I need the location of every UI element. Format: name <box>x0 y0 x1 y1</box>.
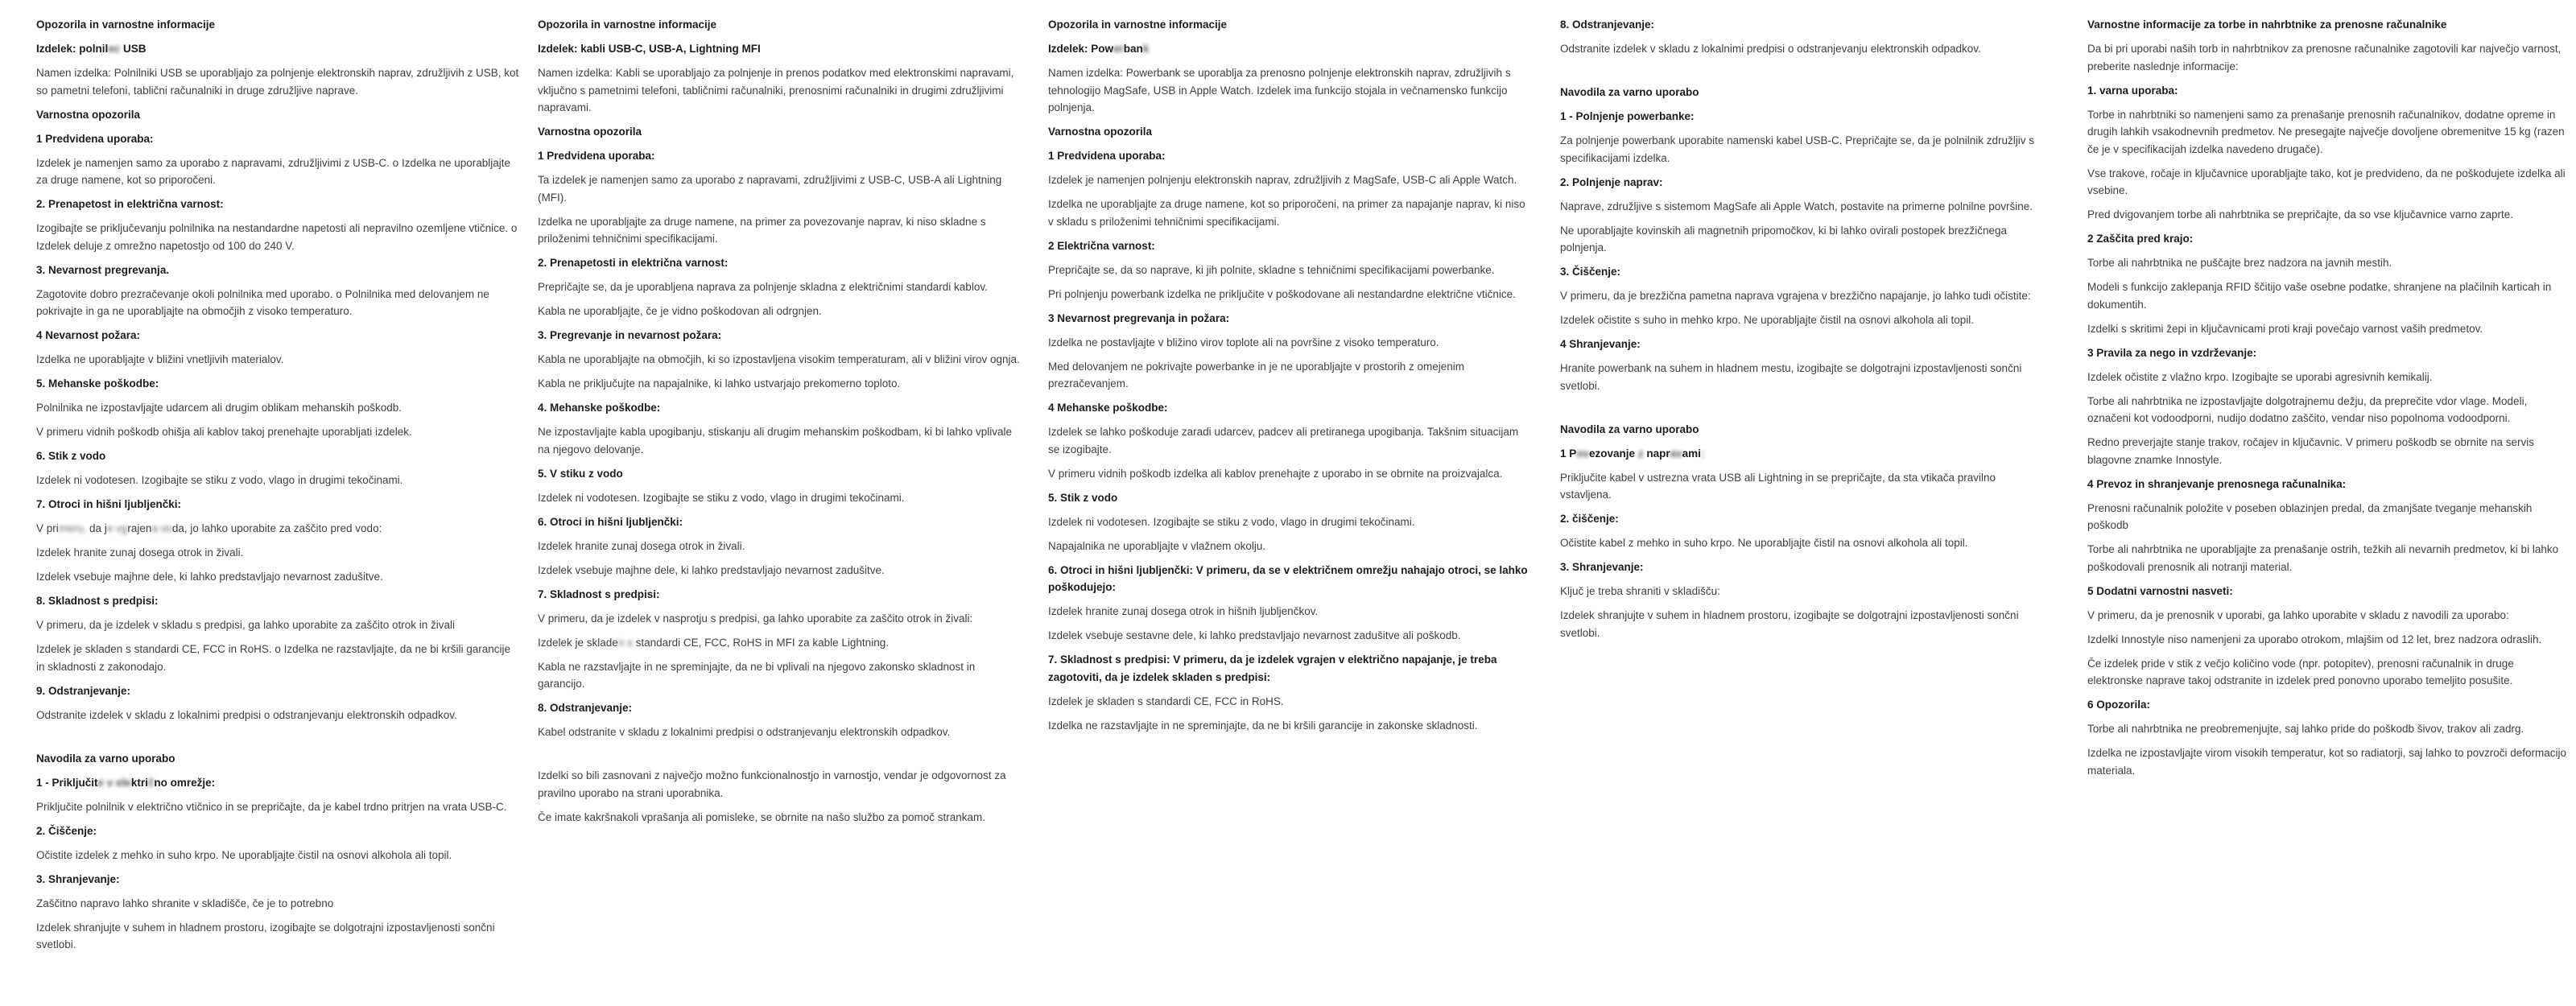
paragraph <box>1048 693 1531 711</box>
paragraph <box>2087 500 2570 534</box>
text-run: Ta izdelek je namenjen samo za uporabo z napravami, združljivimi z USB-C, USB-A ali Lightning (MFI). <box>538 174 1002 204</box>
paragraph <box>2087 631 2570 649</box>
text-run: Če imate kakršnakoli vprašanja ali pomisleke, se obrnite na našo službo za pomoč strankam. <box>538 810 986 823</box>
paragraph <box>2087 320 2570 338</box>
section-heading <box>2087 82 2570 100</box>
text-run: 3. Čiščenje: <box>1560 266 1621 278</box>
paragraph <box>1048 64 1531 117</box>
text-run: 1 Predvidena uporaba: <box>538 150 655 162</box>
text-run: 6. Otroci in hišni ljubljenčki: V primeru, da se v električnem omrežju nahajajo otroci, se lahko poškodujejo: <box>1048 563 1528 593</box>
paragraph <box>538 303 1021 320</box>
paragraph <box>538 213 1021 248</box>
smudged-text: ec <box>108 43 121 55</box>
paragraph <box>36 641 519 675</box>
text-run: Navodila za varno uporabo <box>1560 86 1699 98</box>
text-run: Izdelek očistite z vlažno krpo. Izogibajte se uporabi agresivnih kemikalij. <box>2087 370 2433 383</box>
paragraph <box>1048 603 1531 621</box>
section-heading <box>36 592 519 610</box>
text-run: 1 - Polnjenje powerbanke: <box>1560 110 1695 122</box>
paragraph <box>538 634 1021 652</box>
text-run: Izdelka ne izpostavljajte virom visokih temperatur, kot so radiatorji, saj lahko to povzroči deformacijo materiala. <box>2087 747 2567 777</box>
text-run: Vse trakove, ročaje in ključavnice uporabljajte tako, kot je predvideno, da ne poškodujete izdelka ali vsebine. <box>2087 167 2566 196</box>
section-heading <box>36 447 519 465</box>
text-run: Ključ je treba shraniti v skladišču: <box>1560 585 1720 597</box>
text-run: Izdelek je namenjen samo za uporabo z napravami, združljivimi z USB-C. o Izdelka ne uporabljajte za druge namene, kot so priporočeni. <box>36 156 511 186</box>
paragraph <box>1048 262 1531 279</box>
paragraph <box>36 919 519 954</box>
text-run: Izdelek: polnil <box>36 43 109 55</box>
text-run: Če izdelek pride v stik z večjo količino vode (npr. potopitev), prenosni računalnik in druge elektronske naprave takoj odstranite in izdelek pred ponovno uporabo temeljito posušite. <box>2087 657 2514 686</box>
text-run: 4 Mehanske poškodbe: <box>1048 402 1168 414</box>
text-run: Izdelek vsebuje majhne dele, ki lahko predstavljajo nevarnost zadušitve. <box>538 563 885 576</box>
paragraph <box>36 568 519 586</box>
text-run: Varnostna opozorila <box>36 108 141 121</box>
text-run: Pred dvigovanjem torbe ali nahrbtnika se prepričajte, da so vse ključavnice varno zaprte. <box>2087 208 2514 221</box>
paragraph <box>1560 583 2043 600</box>
section-heading <box>36 750 519 768</box>
text-run: 2. čiščenje: <box>1560 513 1619 525</box>
text-run: Izdelka ne uporabljajte v bližini vnetljivih materialov. <box>36 353 284 365</box>
paragraph <box>1048 538 1531 555</box>
text-run: Izdelek očistite s suho in mehko krpo. Ne uporabljajte čistil na osnovi alkohola ali topil. <box>1560 314 1975 326</box>
section-heading <box>538 40 1021 58</box>
paragraph <box>1560 222 2043 257</box>
text-run: Zagotovite dobro prezračevanje okoli polnilnika med uporabo. o Polnilnika med delovanjem ne pokrivajte in ga ne uporabljajte na območjih z visoko temperaturo. <box>36 287 489 317</box>
text-run: 5. Mehanske poškodbe: <box>36 377 159 390</box>
text-run: Za polnjenje powerbank uporabite namenski kabel USB-C. Prepričajte se, da je polnilnik združljiv s specifikacijami izdelka. <box>1560 134 2035 164</box>
text-run: 5. V stiku z vodo <box>538 467 623 480</box>
paragraph <box>538 767 1021 802</box>
text-run: Izdelek: Pow <box>1048 43 1114 55</box>
paragraph <box>1048 334 1531 352</box>
paragraph <box>538 724 1021 741</box>
text-run: 1. varna uporaba: <box>2087 84 2178 97</box>
text-run: Torbe in nahrbtniki so namenjeni samo za prenašanje prenosnih računalnikov, dodatne opreme in drugih lahkih vsakodnevnih predmetov. Ne presegajte največje dovoljene obremenitve 15 kg (razen če je v specifikacijah izdelka navedeno drugače). <box>2087 108 2565 155</box>
text-run: Izdelka ne postavljajte v bližino virov toplote ali na površine z visoko temperaturo. <box>1048 336 1439 348</box>
text-run: ktri <box>130 776 148 789</box>
column-laptop-bags <box>2087 16 2570 786</box>
text-run: Varnostna opozorila <box>1048 126 1153 138</box>
text-run: 1 Predvidena uporaba: <box>1048 150 1166 162</box>
text-run: Kabla ne uporabljajte, če je vidno poškodovan ali odrgnjen. <box>538 305 822 317</box>
text-run: Priključite polnilnik v električno vtičnico in se prepričajte, da je kabel trdno pritrjen na vrata USB-C. <box>36 800 507 813</box>
paragraph <box>1560 534 2043 552</box>
column-usb-cables <box>538 16 1021 833</box>
text-run: Izdelki so bili zasnovani z največjo možno funkcionalnostjo in varnostjo, vendar je odgovornost za pravilno uporabo na strani uporabnika. <box>538 769 1006 799</box>
text-run: 3. Shranjevanje: <box>36 872 120 885</box>
section-heading <box>1048 651 1531 686</box>
text-run: Izdelek hranite zunaj dosega otrok in hišnih ljubljenčkov. <box>1048 605 1319 617</box>
paragraph <box>2087 720 2570 738</box>
section-heading <box>1048 237 1531 255</box>
text-run: 2 Električna varnost: <box>1048 239 1155 252</box>
text-run: Izdelek ni vodotesen. Izogibajte se stiku z vodo, vlago in drugimi tekočinami. <box>538 491 905 504</box>
text-run: Med delovanjem ne pokrivajte powerbanke in je ne uporabljajte v prostorih z omejenim prezračevanjem. <box>1048 360 1465 390</box>
section-heading <box>538 327 1021 344</box>
section-heading <box>36 106 519 124</box>
text-run: Namen izdelka: Powerbank se uporablja za prenosno polnjenje elektronskih naprav, združljivih s tehnologijo MagSafe, USB in Apple Watch. Izdelek ima funkcijo stojala in večnamensko funkcijo polnjenja. <box>1048 67 1511 113</box>
text-run: Torbe ali nahrbtnika ne uporabljajte za prenašanje ostrih, težkih ali nevarnih predmetov, ki bi lahko poškodovali prenosnik ali notranji material. <box>2087 543 2559 573</box>
text-run: Napajalnika ne uporabljajte v vlažnem okolju. <box>1048 539 1266 552</box>
text-run: Hranite powerbank na suhem in hladnem mestu, izogibajte se dolgotrajni izpostavljenosti sončni svetlobi. <box>1560 362 2022 392</box>
paragraph <box>2087 744 2570 779</box>
section-heading <box>36 375 519 393</box>
text-run: 4 Prevoz in shranjevanje prenosnega računalnika: <box>2087 477 2347 490</box>
paragraph <box>36 895 519 913</box>
paragraph <box>1560 40 2043 58</box>
paragraph <box>538 375 1021 393</box>
section-heading <box>1048 40 1531 58</box>
text-run: Naprave, združljive s sistemom MagSafe ali Apple Watch, postavite na primerne polnilne površine. <box>1560 200 2033 212</box>
smudged-text: ov <box>1576 447 1590 460</box>
section-heading <box>1560 108 2043 126</box>
section-heading <box>1560 421 2043 439</box>
text-run: 8. Odstranjevanje: <box>1560 19 1655 31</box>
paragraph <box>538 562 1021 579</box>
section-heading <box>538 147 1021 165</box>
paragraph <box>36 520 519 538</box>
text-run: 8. Skladnost s predpisi: <box>36 595 159 607</box>
text-run: Izdelek shranjujte v suhem in hladnem prostoru, izogibajte se dolgotrajni izpostavljenosti sončni svetlobi. <box>36 921 495 950</box>
paragraph <box>1048 171 1531 189</box>
smudged-text: a vo <box>151 522 172 534</box>
paragraph <box>538 610 1021 628</box>
paragraph <box>2087 607 2570 625</box>
paragraph <box>538 489 1021 507</box>
paragraph <box>2087 40 2570 75</box>
section-heading <box>1560 336 2043 353</box>
text-run: Prenosni računalnik položite v poseben oblazinjen predal, da zmanjšate tveganje mehanskih poškodb <box>2087 501 2533 531</box>
paragraph <box>538 64 1021 117</box>
paragraph <box>1048 627 1531 645</box>
paragraph <box>1560 198 2043 216</box>
text-run: Zaščitno napravo lahko shranite v skladišče, če je to potrebno <box>36 897 334 909</box>
smudged-text: er <box>1113 43 1124 55</box>
paragraph <box>2087 254 2570 272</box>
text-run: Kabla ne priključujte na napajalnike, ki lahko ustvarjajo prekomerno toploto. <box>538 377 901 390</box>
paragraph <box>538 423 1021 458</box>
text-run: rajen <box>127 522 152 534</box>
paragraph-gap <box>1560 402 2043 421</box>
paragraph <box>538 171 1021 206</box>
text-run: Prepričajte se, da je uporabljena naprava za polnjenje skladna z električnimi standardi kablov. <box>538 281 988 293</box>
text-run: Kabla ne uporabljajte na območjih, ki so izpostavljena visokim temperaturam, ali v bližini virov ognja. <box>538 353 1020 365</box>
text-run: 1 - Priključit <box>36 776 98 789</box>
paragraph <box>2087 106 2570 159</box>
text-run: Prepričajte se, da so naprave, ki jih polnite, skladne s tehničnimi specifikacijami powerbanke. <box>1048 263 1495 276</box>
text-run: ami <box>1682 447 1701 460</box>
text-run: Izdelka ne uporabljajte za druge namene, na primer za povezovanje naprav, ki niso skladne s priloženimi tehničnimi specifikacijami. <box>538 215 986 245</box>
paragraph <box>36 798 519 816</box>
paragraph <box>1560 607 2043 641</box>
section-heading <box>36 871 519 888</box>
text-run: Izdelki Innostyle niso namenjeni za uporabo otrokom, mlajšim od 12 let, brez nadzora odraslih. <box>2087 633 2542 645</box>
section-heading <box>1048 489 1531 507</box>
smudged-text: e vg <box>106 522 128 534</box>
text-run: Izdelek je namenjen polnjenju elektronskih naprav, združljivih z MagSafe, USB-C ali Apple Watch. <box>1048 174 1517 186</box>
paragraph <box>1560 360 2043 394</box>
text-run: Polnilnika ne izpostavljajte udarcem ali drugim oblikam mehanskih poškodb. <box>36 402 402 414</box>
text-run: 2. Čiščenje: <box>36 824 97 837</box>
text-run: Torbe ali nahrbtnika ne puščajte brez nadzora na javnih mestih. <box>2087 257 2392 269</box>
text-run: Navodila za varno uporabo <box>1560 423 1699 435</box>
text-run: Izogibajte se priključevanju polnilnika na nestandardne napetosti ali nepravilno ozemljene vtičnice. o Izdelek deluje z omrežno napetostjo od 100 do 240 V. <box>36 222 518 252</box>
paragraph <box>36 286 519 320</box>
text-run: Odstranite izdelek v skladu z lokalnimi predpisi o odstranjevanju elektronskih odpadkov. <box>36 708 457 721</box>
text-run: Izdelki s skritimi žepi in ključavnicami proti kraji povečajo varnost vaših predmetov. <box>2087 322 2483 335</box>
column-powerbank-care <box>1560 16 2043 649</box>
text-run: no omrežje: <box>154 776 216 789</box>
text-run: Očistite kabel z mehko in suho krpo. Ne uporabljajte čistil na osnovi alkohola ali topil. <box>1560 537 1968 549</box>
text-run: Torbe ali nahrbtnika ne preobremenjujte, saj lahko pride do poškodb šivov, trakov ali zadrg. <box>2087 723 2524 735</box>
text-run: Izdelek ni vodotesen. Izogibajte se stiku z vodo, vlago in drugimi tekočinami. <box>36 474 403 486</box>
text-run: Očistite izdelek z mehko in suho krpo. Ne uporabljajte čistil na osnovi alkohola ali topil. <box>36 848 452 861</box>
paragraph <box>36 220 519 254</box>
text-run: Izdelek hranite zunaj dosega otrok in živali. <box>538 539 745 552</box>
text-run: Modeli s funkcijo zaklepanja RFID ščitijo vaše osebne podatke, shranjene na plačilnih karticah in dokumentih. <box>2087 281 2552 311</box>
text-run: 6. Otroci in hišni ljubljenčki: <box>538 515 683 528</box>
paragraph <box>1560 132 2043 167</box>
paragraph <box>1560 287 2043 305</box>
section-heading <box>2087 230 2570 248</box>
text-run: 2. Prenapetost in električna varnost: <box>36 198 224 210</box>
paragraph <box>2087 206 2570 224</box>
section-heading <box>1048 562 1531 596</box>
section-heading <box>538 399 1021 417</box>
text-run: 1 Predvidena uporaba: <box>36 132 154 145</box>
smudged-text: n s <box>617 636 633 649</box>
section-heading <box>1048 147 1531 165</box>
text-run: V pri <box>36 522 59 534</box>
paragraph <box>2087 278 2570 313</box>
text-run: Pri polnjenju powerbank izdelka ne priključite v poškodovane ali nestandardne električne vtičnice. <box>1048 287 1516 300</box>
text-run: Izdelek je skladen s standardi CE, FCC in RoHS. <box>1048 695 1284 707</box>
section-heading <box>1560 84 2043 101</box>
text-run: Priključite kabel v ustrezna vrata USB ali Lightning in se prepričajte, da sta vtikača pravilno vstavljena. <box>1560 471 1996 501</box>
text-run: Varnostne informacije za torbe in nahrbtnike za prenosne računalnike <box>2087 19 2447 31</box>
paragraph <box>2087 393 2570 427</box>
section-heading <box>1560 263 2043 281</box>
smudged-text: meru, <box>58 522 90 534</box>
paragraph <box>2087 369 2570 386</box>
section-heading <box>2087 16 2570 34</box>
text-run: 8. Odstranjevanje: <box>538 702 633 714</box>
section-heading <box>538 699 1021 717</box>
text-run: Opozorila in varnostne informacije <box>538 19 717 31</box>
text-run: Izdelka ne uporabljajte za druge namene, kot so priporočeni, na primer za napajanje naprav, ki niso v skladu s priloženimi tehničnimi specifikacijami. <box>1048 198 1525 228</box>
smudged-text: av <box>1670 447 1682 460</box>
text-run: 4 Shranjevanje: <box>1560 338 1641 350</box>
text-run: V primeru, da je brezžična pametna naprava vgrajena v brezžično napajanje, jo lahko tudi očistite: <box>1560 290 2031 302</box>
section-heading <box>1560 510 2043 528</box>
paragraph <box>36 351 519 369</box>
section-heading <box>538 123 1021 141</box>
paragraph <box>36 64 519 99</box>
section-heading <box>1560 174 2043 192</box>
column-usb-charger <box>36 16 519 960</box>
text-run: Izdelek: kabli USB-C, USB-A, Lightning MFI <box>538 43 761 55</box>
paragraph <box>36 155 519 189</box>
section-heading <box>538 513 1021 531</box>
text-run: Izdelek je skladen s standardi CE, FCC in RoHS. o Izdelka ne razstavljajte, da ne bi kršili garancije in skladnosti z zakonodajo. <box>36 643 511 673</box>
text-run: 4 Nevarnost požara: <box>36 329 141 341</box>
paragraph <box>1048 717 1531 735</box>
paragraph <box>2087 655 2570 690</box>
text-run: Izdelek vsebuje sestavne dele, ki lahko predstavljajo nevarnost zadušitve ali poškodb. <box>1048 629 1461 641</box>
section-heading <box>1560 445 2043 463</box>
section-heading <box>538 586 1021 604</box>
text-run: USB <box>120 43 147 55</box>
text-run: 3. Shranjevanje: <box>1560 561 1644 573</box>
paragraph <box>1048 196 1531 230</box>
text-run: V primeru, da je izdelek v skladu s predpisi, ga lahko uporabite za zaščito otrok in živali <box>36 619 456 631</box>
text-run: napr <box>1646 447 1670 460</box>
text-run: 3 Nevarnost pregrevanja in požara: <box>1048 311 1230 324</box>
paragraph <box>1048 513 1531 531</box>
paragraph <box>1048 423 1531 458</box>
text-run: Izdelek shranjujte v suhem in hladnem prostoru, izogibajte se dolgotrajni izpostavljenosti sončni svetlobi. <box>1560 609 2019 639</box>
paragraph <box>1048 358 1531 393</box>
section-heading <box>36 823 519 840</box>
section-heading <box>2087 344 2570 362</box>
text-run: 7. Skladnost s predpisi: <box>538 588 660 600</box>
text-run: 7. Skladnost s predpisi: V primeru, da je izdelek vgrajen v električno napajanje, je treba zagotoviti, da je izdelek skladen s predpisi: <box>1048 653 1497 683</box>
text-run: 5 Dodatni varnostni nasveti: <box>2087 584 2233 597</box>
text-run: Da bi pri uporabi naših torb in nahrbtnikov za prenosne računalnike zagotovili kar največjo varnost, preberite naslednje informacije: <box>2087 43 2562 72</box>
text-run: Izdelek vsebuje majhne dele, ki lahko predstavljajo nevarnost zadušitve. <box>36 571 383 583</box>
section-heading <box>36 196 519 213</box>
paragraph <box>2087 541 2570 575</box>
paragraph <box>538 538 1021 555</box>
text-run: Kabel odstranite v skladu z lokalnimi predpisi o odstranjevanju elektronskih odpadkov. <box>538 726 951 738</box>
section-heading <box>36 682 519 700</box>
paragraph <box>538 351 1021 369</box>
paragraph <box>2087 165 2570 200</box>
paragraph <box>36 847 519 864</box>
paragraph <box>1560 311 2043 329</box>
text-run: Navodila za varno uporabo <box>36 752 175 765</box>
paragraph <box>36 423 519 441</box>
text-run: Izdelek je sklade <box>538 636 618 649</box>
text-run: 3. Pregrevanje in nevarnost požara: <box>538 329 722 341</box>
text-run: 6 Opozorila: <box>2087 699 2151 711</box>
paragraph <box>538 278 1021 296</box>
section-heading <box>1048 310 1531 328</box>
section-heading <box>36 16 519 34</box>
text-run: Izdelek hranite zunaj dosega otrok in živali. <box>36 546 244 559</box>
paragraph-gap <box>36 731 519 750</box>
smudged-text: č <box>147 776 155 789</box>
paragraph <box>1048 465 1531 483</box>
section-heading <box>36 262 519 279</box>
text-run: Torbe ali nahrbtnika ne izpostavljajte dolgotrajnemu dežju, da preprečite vdor vlage. Modeli, označeni kot vodoodporni, nudijo dodatno zaščito, vendar niso popolnoma vodoodporni. <box>2087 394 2528 424</box>
paragraph <box>36 544 519 562</box>
text-run: 3 Pravila za nego in vzdrževanje: <box>2087 346 2257 359</box>
paragraph <box>1560 469 2043 504</box>
text-run: 4. Mehanske poškodbe: <box>538 402 661 414</box>
text-run: da, jo lahko uporabite za zaščito pred vodo: <box>171 522 382 534</box>
paragraph <box>36 399 519 417</box>
section-heading <box>36 40 519 58</box>
section-heading <box>2087 583 2570 600</box>
text-run: Odstranite izdelek v skladu z lokalnimi predpisi o odstranjevanju elektronskih odpadkov. <box>1560 43 1981 55</box>
section-heading <box>1048 123 1531 141</box>
paragraph-gap <box>538 748 1021 767</box>
text-run: Ne izpostavljajte kabla upogibanju, stiskanju ali drugim mehanskim poškodbam, ki bi lahko vplivale na njegovo delovanje. <box>538 426 1013 456</box>
column-powerbank <box>1048 16 1531 741</box>
paragraph <box>1048 286 1531 303</box>
section-heading <box>1560 16 2043 34</box>
text-run: Ne uporabljajte kovinskih ali magnetnih pripomočkov, ki bi lahko ovirali postopek brezžičnega polnjenja. <box>1560 224 2008 254</box>
section-heading <box>36 130 519 148</box>
text-run: 7. Otroci in hišni ljubljenčki: <box>36 498 182 510</box>
text-run: Izdelek ni vodotesen. Izogibajte se stiku z vodo, vlago in drugimi tekočinami. <box>1048 515 1415 528</box>
text-run: da j <box>89 522 107 534</box>
text-run: 5. Stik z vodo <box>1048 491 1118 504</box>
text-run: 6. Stik z vodo <box>36 450 106 462</box>
section-heading <box>36 327 519 344</box>
paragraph <box>2087 434 2570 468</box>
section-heading <box>538 465 1021 483</box>
section-heading <box>1048 16 1531 34</box>
text-run: Izdelka ne razstavljajte in ne spreminjajte, da ne bi kršili garancije in zakonske skladnosti. <box>1048 719 1478 732</box>
paragraph <box>36 707 519 724</box>
text-run: 2 Zaščita pred krajo: <box>2087 233 2194 245</box>
paragraph-gap <box>1560 64 2043 84</box>
paragraph <box>36 472 519 489</box>
paragraph <box>538 809 1021 827</box>
text-run: Varnostna opozorila <box>538 126 642 138</box>
text-run: V primeru vidnih poškodb izdelka ali kablov prenehajte z uporabo in se obrnite na proizvajalca. <box>1048 467 1503 480</box>
section-heading <box>36 496 519 513</box>
text-run: ezovanje <box>1589 447 1638 460</box>
text-run: 2. Polnjenje naprav: <box>1560 175 1663 188</box>
text-run: V primeru, da je prenosnik v uporabi, ga lahko uporabite v skladu z navodili za uporabo: <box>2087 608 2509 621</box>
section-heading <box>36 774 519 792</box>
smudged-text: z <box>1637 447 1647 460</box>
paragraph <box>36 616 519 634</box>
text-run: Namen izdelka: Kabli se uporabljajo za polnjenje in prenos podatkov med elektronskimi napravami, vključno s pametnimi telefoni, tabličnimi računalniki, prenosnimi računalniki in drugimi združljivimi napravami. <box>538 67 1014 113</box>
text-run: 2. Prenapetosti in električna varnost: <box>538 257 729 269</box>
smudged-text: e v ele <box>97 776 131 789</box>
text-run: Opozorila in varnostne informacije <box>1048 19 1228 31</box>
section-heading <box>538 16 1021 34</box>
section-heading <box>1560 559 2043 576</box>
section-heading <box>2087 476 2570 493</box>
text-run: Redno preverjajte stanje trakov, ročajev in ključavnic. V primeru poškodb se obrnite na servis blagovne znamke Innostyle. <box>2087 436 2535 466</box>
paragraph <box>538 658 1021 693</box>
text-run: Opozorila in varnostne informacije <box>36 19 216 31</box>
smudged-text: : <box>1700 447 1705 460</box>
text-run: V primeru, da je izdelek v nasprotju s predpisi, ga lahko uporabite za zaščito otrok in živali: <box>538 612 973 625</box>
section-heading <box>2087 696 2570 714</box>
text-run: Namen izdelka: Polnilniki USB se uporabljajo za polnjenje elektronskih naprav, združljivih z USB, kot so pametni telefoni, tablični računalniki in druge združljive naprave. <box>36 67 519 97</box>
section-heading <box>1048 399 1531 417</box>
text-run: Izdelek se lahko poškoduje zaradi udarcev, padcev ali pretiranega upogibanja. Takšnim situacijam se izogibajte. <box>1048 426 1519 456</box>
text-run: V primeru vidnih poškodb ohišja ali kablov takoj prenehajte uporabljati izdelek. <box>36 426 412 438</box>
text-run: standardi CE, FCC, RoHS in MFI za kable Lightning. <box>632 636 889 649</box>
text-run: ban <box>1123 43 1143 55</box>
text-run: Kabla ne razstavljajte in ne spreminjajte, da ne bi vplivali na njegovo zakonsko skladnost in garancijo. <box>538 660 976 690</box>
text-run: 1 P <box>1560 447 1577 460</box>
text-run: 9. Odstranjevanje: <box>36 684 131 697</box>
text-run: 3. Nevarnost pregrevanja. <box>36 263 170 276</box>
section-heading <box>538 254 1021 272</box>
smudged-text: k <box>1142 43 1150 55</box>
